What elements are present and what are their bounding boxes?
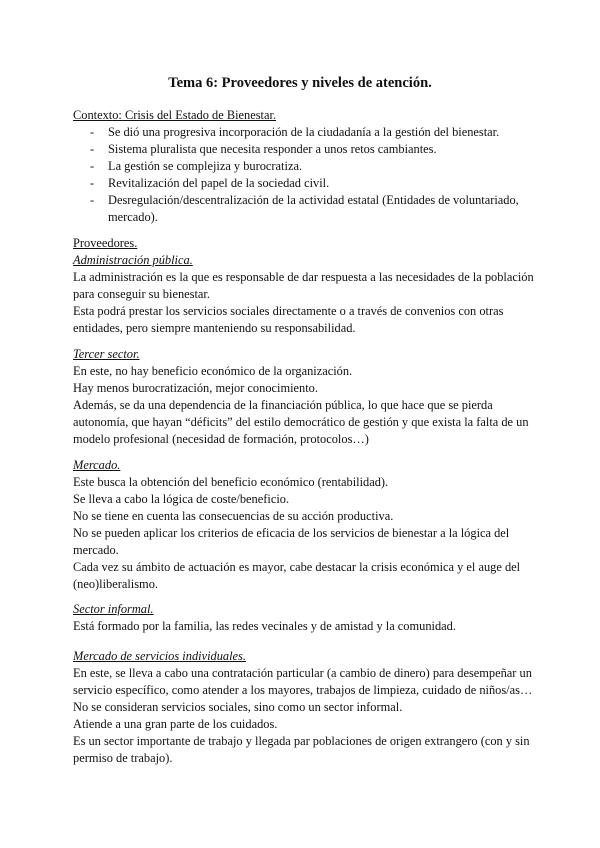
paragraph-line: entidades, pero siempre manteniendo su responsabilidad. bbox=[73, 321, 356, 335]
contexto-heading: Contexto: Crisis del Estado de Bienestar. bbox=[73, 108, 277, 122]
proveedores-heading: Proveedores. bbox=[73, 236, 138, 250]
list-item-text: Sistema pluralista que necesita responder a unos retos cambiantes. bbox=[108, 142, 437, 156]
paragraph-line: No se consideran servicios sociales, sino como un sector informal. bbox=[73, 700, 403, 714]
paragraph-line: Esta podrá prestar los servicios sociales directamente o a través de convenios con otras bbox=[73, 304, 504, 318]
bullet-marker: - bbox=[90, 125, 95, 139]
paragraph-line: No se pueden aplicar los criterios de eficacia de los servicios de bienestar a la lógica del bbox=[73, 526, 510, 540]
tercer-sector-heading: Tercer sector. bbox=[73, 347, 140, 361]
paragraph-line: En este, se lleva a cabo una contratación particular (a cambio de dinero) para desempeñar un bbox=[73, 666, 532, 680]
mercado-servicios-section bbox=[73, 648, 533, 767]
paragraph-line: La administración es la que es responsable de dar respuesta a las necesidades de la población bbox=[73, 270, 534, 284]
paragraph-line: modelo profesional (necesidad de formación, protocolos…) bbox=[73, 432, 369, 446]
list-item-text: Se dió una progresiva incorporación de la ciudadanía a la gestión del bienestar. bbox=[108, 125, 500, 139]
list-item bbox=[73, 124, 533, 141]
paragraph-line: autonomía, que hayan “déficits” del estilo democrático de gestión y que exista la falta de un bbox=[73, 415, 529, 429]
paragraph-line: permiso de trabajo). bbox=[73, 751, 173, 765]
mercado-heading: Mercado. bbox=[73, 458, 121, 472]
paragraph-line: servicio específico, como atender a los mayores, trabajos de limpieza, cuidado de niños/as… bbox=[73, 683, 533, 697]
paragraph-line: (neo)liberalismo. bbox=[73, 577, 158, 591]
sector-informal-section bbox=[73, 601, 533, 635]
tercer-sector-section bbox=[73, 346, 533, 448]
paragraph-line: Atiende a una gran parte de los cuidados. bbox=[73, 717, 278, 731]
bullet-marker: - bbox=[90, 142, 95, 156]
administracion-heading: Administración pública. bbox=[73, 253, 193, 267]
list-item-text: La gestión se complejiza y burocratiza. bbox=[108, 159, 303, 173]
paragraph-line: mercado. bbox=[73, 543, 119, 557]
paragraph-line: Además, se da una dependencia de la financiación pública, lo que hace que se pierda bbox=[73, 398, 493, 412]
paragraph-line: Se lleva a cabo la lógica de coste/beneficio. bbox=[73, 492, 290, 506]
list-item bbox=[73, 158, 533, 175]
document-title: Tema 6: Proveedores y niveles de atención. bbox=[168, 75, 432, 91]
list-item-text: Desregulación/descentralización de la actividad estatal (Entidades de voluntariado, bbox=[108, 193, 519, 207]
contexto-list bbox=[73, 124, 533, 226]
proveedores-section bbox=[73, 235, 533, 337]
paragraph-line: Está formado por la familia, las redes vecinales y de amistad y la comunidad. bbox=[73, 619, 456, 633]
list-item bbox=[73, 175, 533, 192]
paragraph-line: Cada vez su ámbito de actuación es mayor, cabe destacar la crisis económica y el auge del bbox=[73, 560, 521, 574]
sector-informal-heading: Sector informal. bbox=[73, 602, 154, 616]
paragraph-line: para conseguir su bienestar. bbox=[73, 287, 210, 301]
paragraph-line: Este busca la obtención del beneficio económico (rentabilidad). bbox=[73, 475, 389, 489]
paragraph-line: Hay menos burocratización, mejor conocimiento. bbox=[73, 381, 318, 395]
paragraph-line: En este, no hay beneficio económico de la organización. bbox=[73, 364, 353, 378]
bullet-marker: - bbox=[90, 193, 95, 207]
paragraph-line: No se tiene en cuenta las consecuencias de su acción productiva. bbox=[73, 509, 394, 523]
list-item bbox=[73, 141, 533, 158]
bullet-marker: - bbox=[90, 159, 95, 173]
list-item bbox=[73, 192, 533, 226]
bullet-marker: - bbox=[90, 176, 95, 190]
mercado-section bbox=[73, 457, 533, 593]
list-item-text: Revitalización del papel de la sociedad civil. bbox=[108, 176, 330, 190]
list-item-text-continued: mercado). bbox=[108, 210, 158, 224]
paragraph-line: Es un sector importante de trabajo y llegada par poblaciones de origen extrangero (con y sin bbox=[73, 734, 530, 748]
contexto-section bbox=[73, 107, 533, 226]
mercado-servicios-heading: Mercado de servicios individuales. bbox=[73, 649, 246, 663]
